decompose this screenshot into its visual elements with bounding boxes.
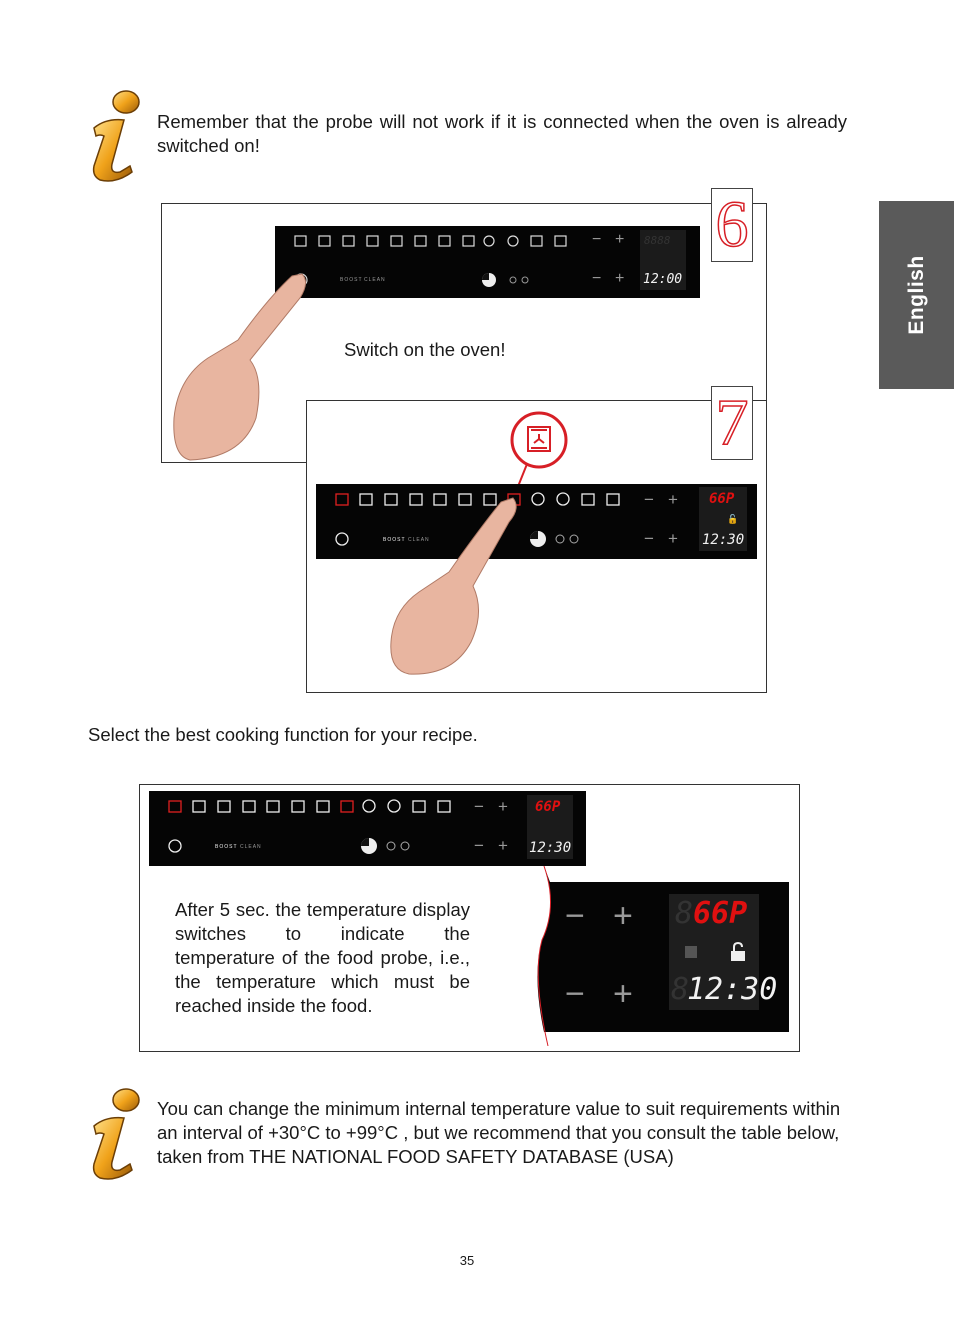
time-minus-button[interactable]: − [644, 529, 654, 548]
temp-minus-button[interactable]: − [592, 231, 602, 248]
time-plus-button[interactable]: + [615, 270, 625, 287]
zoom-temp-plus-button[interactable]: + [613, 897, 633, 935]
time-minus-button[interactable]: − [474, 836, 484, 855]
instruction-text: Select the best cooking function for your recipe. [88, 724, 478, 745]
step-7-number [711, 386, 753, 460]
lock-icon [729, 942, 747, 962]
temperature-range-note: You can change the minimum internal temperature value to suit requirements within an interval of +30°C to +99°C , but we recommend that you consult the table below, taken from THE NATIONAL FOOD SAFETY DATABASE (USA) [157, 1098, 841, 1167]
zoom-time-display: 12:30 [687, 972, 778, 1007]
panel6-function-icons [275, 226, 700, 298]
page-number: 35 [459, 1253, 475, 1268]
language-tab-label: English [904, 255, 928, 335]
display-panel8 [527, 795, 573, 859]
time-plus-button[interactable]: + [498, 836, 508, 855]
boost-label: BOOST [383, 537, 406, 543]
step-6-number [711, 188, 753, 262]
time-plus-button[interactable]: + [668, 529, 678, 548]
zoom-time-ghost: 8 [671, 972, 690, 1007]
boost-label: BOOST [340, 277, 363, 283]
lock-icon: 🔓 [727, 514, 739, 524]
probe-explanation-text: After 5 sec. the temperature display switches to indicate the temperature of the food probe, i.e., the temperature which must be reached inside the food. [175, 899, 470, 1016]
info-icon [86, 1084, 156, 1184]
temp-display-panel8: 66P [535, 799, 561, 815]
clean-label: CLEAN [364, 277, 386, 283]
control-panel-step6 [275, 226, 700, 298]
panel7-function-icons [316, 484, 757, 559]
zoom-display [669, 894, 778, 1010]
control-panel-step7 [316, 484, 757, 559]
time-display-panel6: 12:00 [643, 272, 683, 287]
time-display-panel8: 12:30 [529, 840, 572, 856]
temp-plus-button[interactable]: + [615, 231, 625, 248]
temp-plus-button[interactable]: + [668, 490, 678, 509]
control-panel-step8 [149, 791, 586, 866]
zoom-time-plus-button[interactable]: + [613, 975, 633, 1013]
zoom-temp-minus-button[interactable]: − [565, 897, 585, 935]
zoom-temp-ghost: 8 [675, 896, 694, 931]
clean-label: CLEAN [408, 537, 430, 543]
zoom-time-minus-button[interactable]: − [565, 975, 585, 1013]
hand-pointer-step6 [168, 268, 318, 468]
temp-minus-button[interactable]: − [644, 490, 654, 509]
language-tab [879, 201, 954, 389]
time-display-panel7: 12:30 [702, 532, 745, 548]
hand-pointer-step7 [385, 492, 520, 682]
clean-label: CLEAN [240, 844, 262, 850]
probe-warning-note: Remember that the probe will not work if it is connected when the oven is already switched on! [157, 111, 847, 156]
zoom-temp-display: 66P [693, 896, 748, 931]
temp-plus-button[interactable]: + [498, 797, 508, 816]
display-panel6 [640, 230, 686, 290]
time-minus-button[interactable]: − [592, 270, 602, 287]
info-icon [86, 86, 156, 186]
panel8-function-icons [149, 791, 586, 866]
display-panel7 [699, 487, 747, 551]
step-6-caption: Switch on the oven! [344, 339, 506, 360]
temp-display-panel7: 66P [709, 491, 735, 507]
boost-label: BOOST [215, 844, 238, 850]
temp-minus-button[interactable]: − [474, 797, 484, 816]
oven-lamp-icon [685, 946, 697, 958]
temp-display-ghost: 8888 [644, 234, 671, 247]
step-7-number-text: 7 [715, 386, 749, 459]
step-6-number-text: 6 [715, 188, 749, 261]
